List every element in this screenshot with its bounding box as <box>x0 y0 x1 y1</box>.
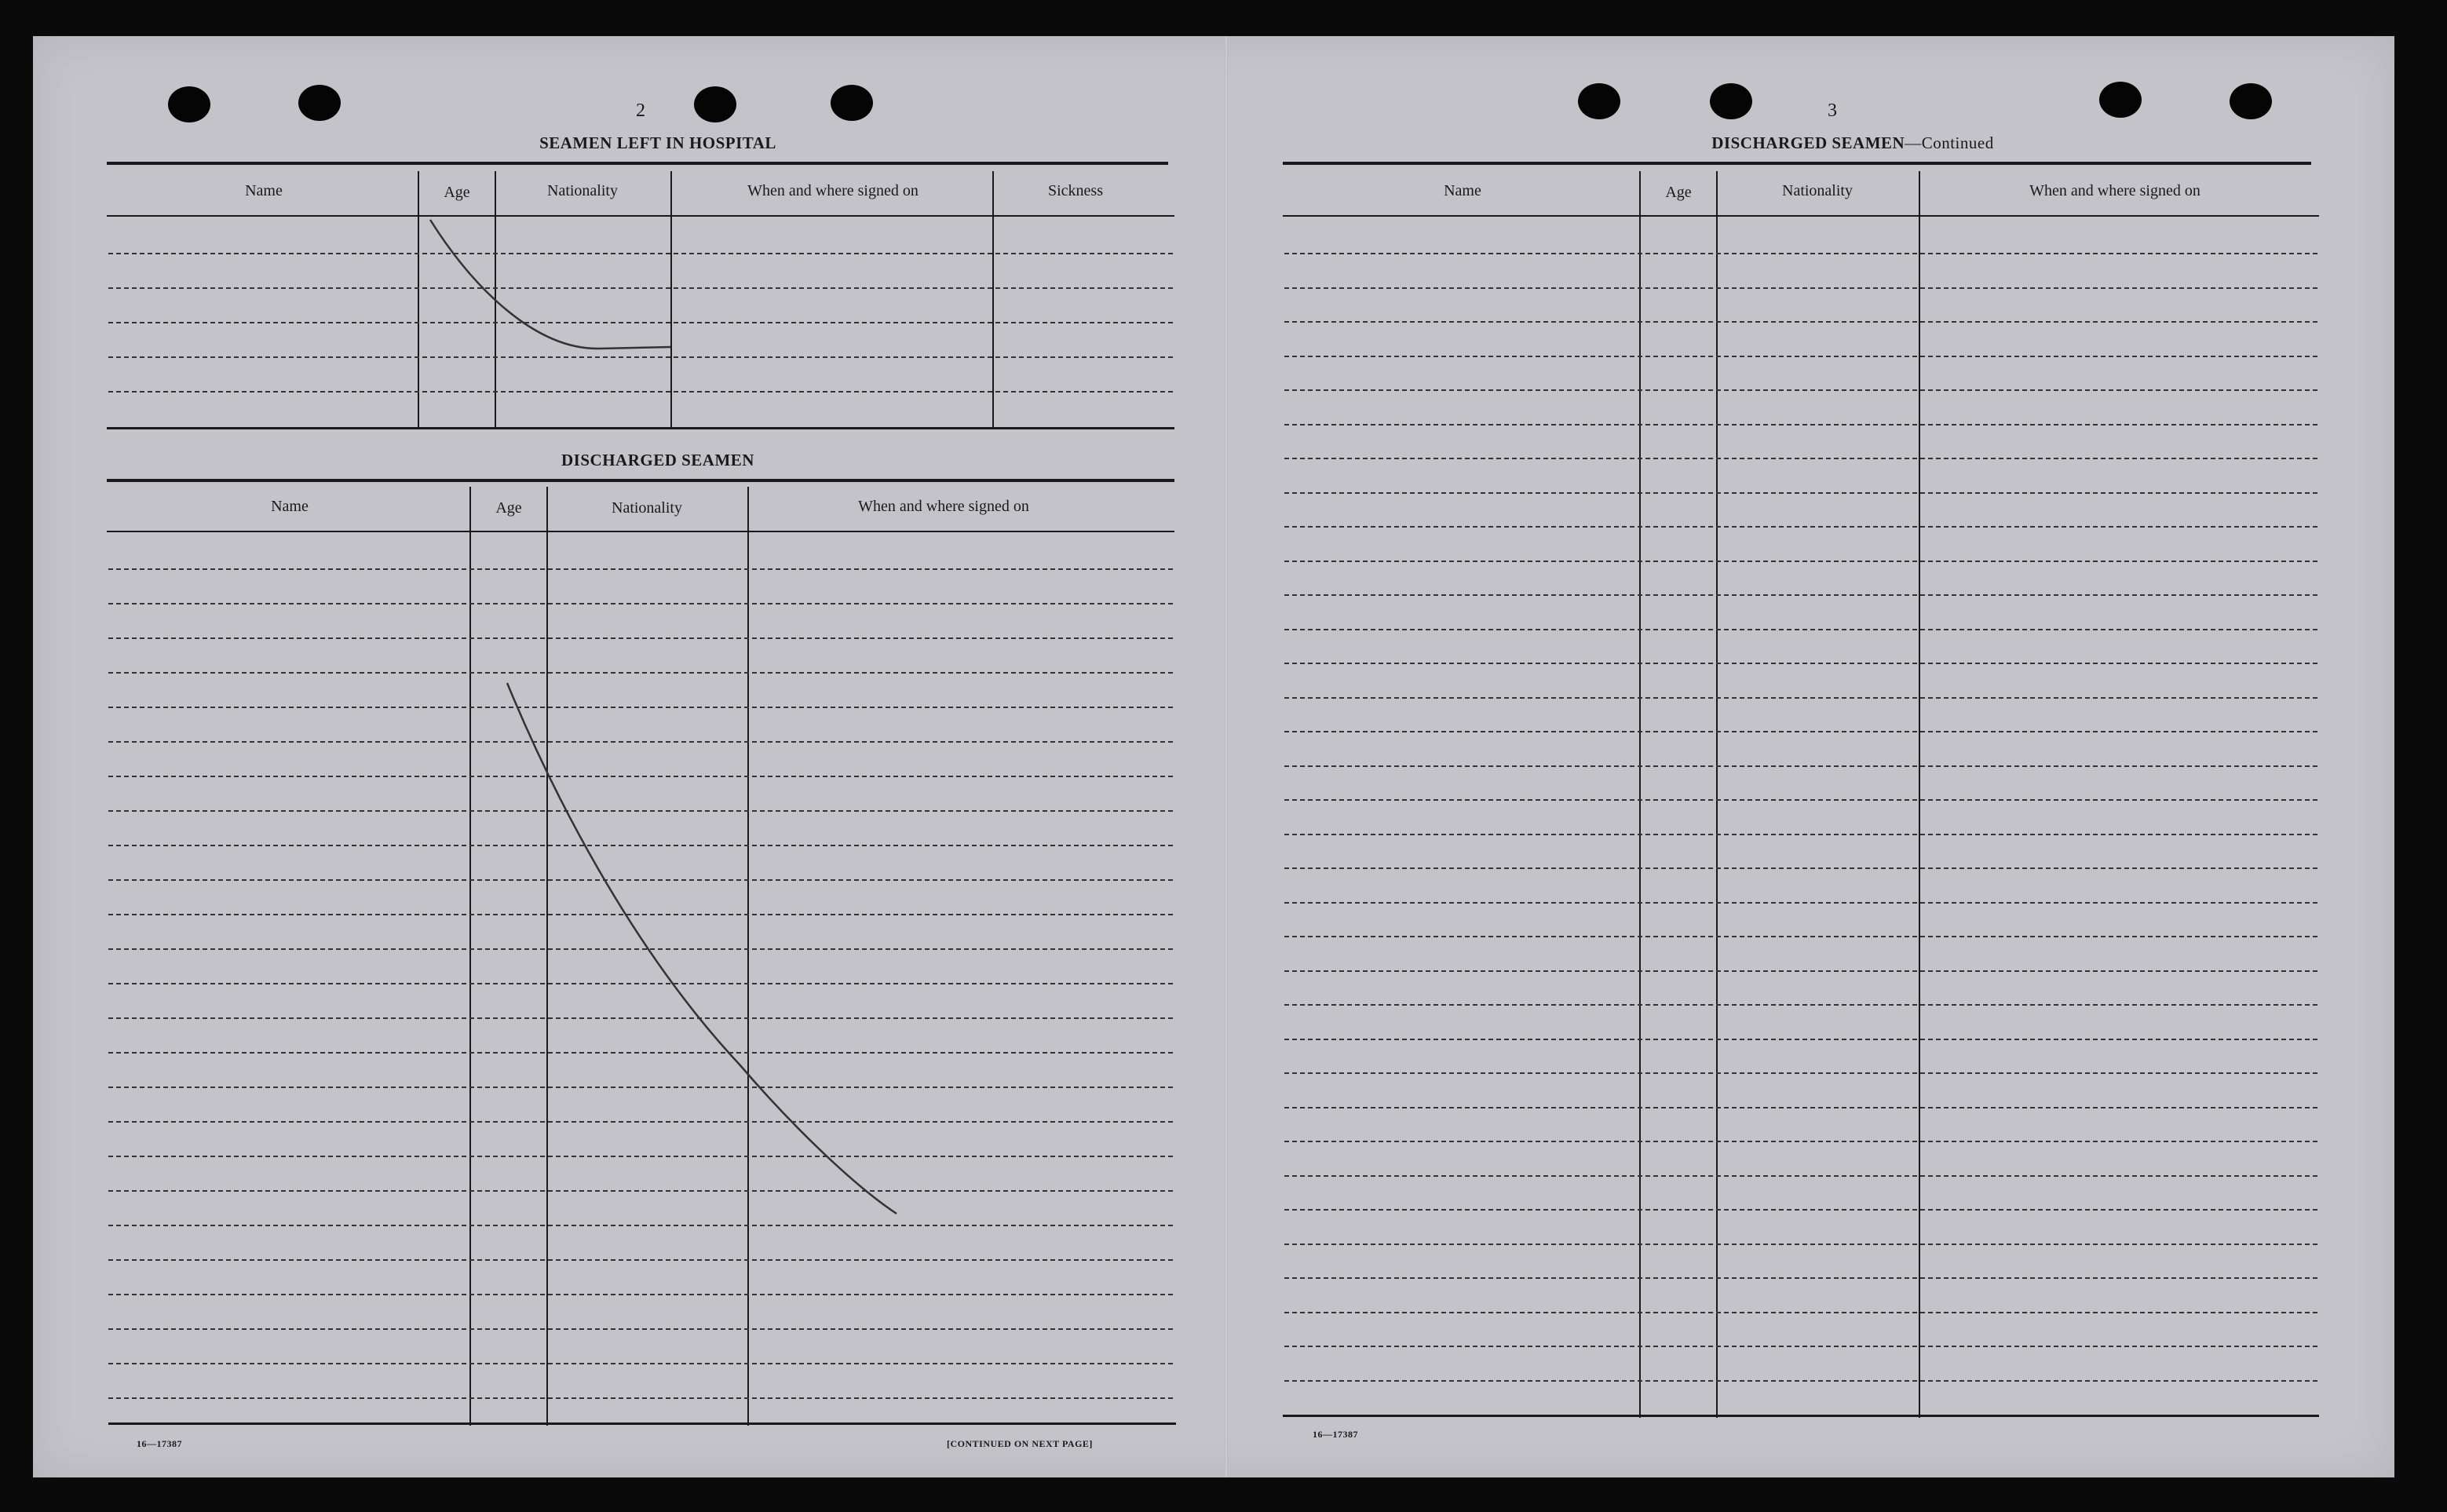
column-header-nationality: Nationality <box>612 499 682 517</box>
ruled-line <box>1284 492 2317 494</box>
ruled-line <box>1284 1277 2317 1279</box>
ruled-line <box>1284 1244 2317 1245</box>
section-title: DISCHARGED SEAMEN <box>1711 133 1905 152</box>
ruled-line <box>1284 1346 2317 1347</box>
left-page <box>33 36 1225 1477</box>
ruled-line <box>1284 424 2317 425</box>
ruled-line <box>1284 458 2317 459</box>
ruled-line <box>1284 834 2317 835</box>
ruled-line <box>1284 765 2317 767</box>
ruled-line <box>1284 1141 2317 1142</box>
ruled-line <box>1284 731 2317 732</box>
ruled-line <box>1284 629 2317 630</box>
ruled-line <box>1284 1380 2317 1382</box>
hospital-section-title: SEAMEN LEFT IN HOSPITAL <box>539 133 776 152</box>
column-header-name: Name <box>1444 182 1481 199</box>
ruled-line <box>1284 321 2317 323</box>
page-number: 3 <box>1828 100 1837 121</box>
column-header-signed-on: When and where signed on <box>858 498 1029 515</box>
column-header-sickness: Sickness <box>1048 182 1103 199</box>
page-number: 2 <box>636 100 645 121</box>
continued-note: [CONTINUED ON NEXT PAGE] <box>947 1438 1093 1449</box>
ruled-line <box>1284 526 2317 528</box>
ruled-line <box>1284 1175 2317 1177</box>
form-number: 16—17387 <box>1313 1429 1358 1440</box>
discharged-section-title: DISCHARGED SEAMEN <box>561 451 754 469</box>
ruled-line <box>1284 1039 2317 1040</box>
ruled-line <box>1284 697 2317 699</box>
column-divider <box>1919 171 1920 1418</box>
column-divider <box>1716 171 1718 1418</box>
ruled-line <box>1284 1312 2317 1313</box>
ruled-line <box>1284 867 2317 869</box>
column-header-nationality: Nationality <box>547 182 618 199</box>
ruled-line <box>1284 902 2317 904</box>
ruled-line <box>1284 970 2317 972</box>
ruled-line <box>1284 287 2317 289</box>
manifest-sheet <box>33 36 2394 1477</box>
header-rule <box>1283 215 2319 217</box>
ruled-line <box>1284 1209 2317 1211</box>
ruled-line <box>1284 1072 2317 1074</box>
ruled-line <box>1284 594 2317 596</box>
column-header-age: Age <box>495 499 522 517</box>
pencil-cancel-mark <box>33 36 1225 1477</box>
column-header-signed-on: When and where signed on <box>2029 182 2200 199</box>
ruled-line <box>1284 253 2317 254</box>
bottom-rule <box>1283 1415 2319 1417</box>
column-header-name: Name <box>245 182 283 199</box>
column-header-age: Age <box>1665 184 1692 201</box>
form-number: 16—17387 <box>137 1438 182 1449</box>
ruled-line <box>1284 561 2317 562</box>
right-page <box>1228 36 2394 1477</box>
column-header-name: Name <box>271 498 309 515</box>
ruled-line <box>1284 1004 2317 1006</box>
ruled-line <box>1284 799 2317 801</box>
continued-suffix: —Continued <box>1905 133 1994 152</box>
top-rule <box>1283 162 2311 165</box>
ruled-line <box>1284 389 2317 391</box>
column-header-signed-on: When and where signed on <box>747 182 919 199</box>
column-header-nationality: Nationality <box>1782 182 1853 199</box>
ruled-line <box>1284 663 2317 664</box>
ruled-line <box>1284 1107 2317 1108</box>
column-divider <box>1639 171 1641 1418</box>
ruled-line <box>1284 936 2317 937</box>
discharged-continued-title <box>1617 133 2088 153</box>
ruled-line <box>1284 356 2317 357</box>
column-header-age: Age <box>444 184 470 201</box>
